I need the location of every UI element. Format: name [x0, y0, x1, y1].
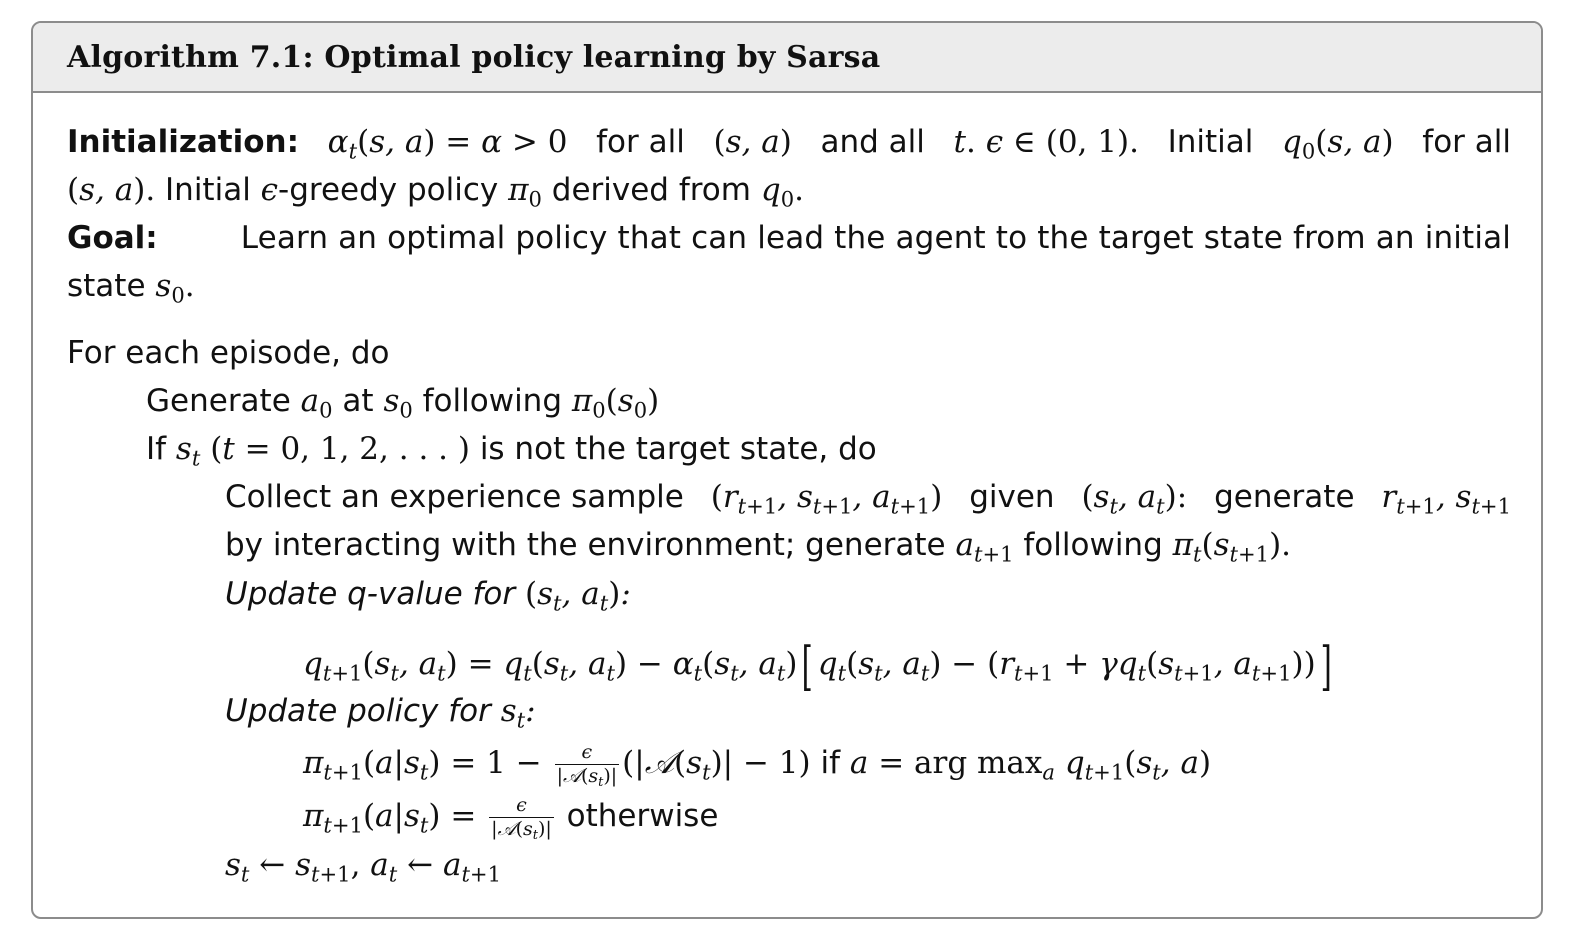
- if-tail-text: is not the target state, do: [479, 431, 877, 467]
- goal-text-2: state: [67, 268, 146, 304]
- goal-math-s0: $s_0$.: [155, 268, 195, 308]
- init-text-5: Initial: [165, 172, 251, 208]
- init-math-sa: (s, a): [713, 124, 792, 160]
- policy-equation-1: [303, 741, 1212, 790]
- init-text-7: derived from: [551, 172, 751, 208]
- q-update-equation: $q_{t+1}(s_t$, $a_t) = q_t(s_t$, $a_t) - \alpha_t(s_t$, $a_t$)[ $q_t(s_t$, $a_t) - (r_{t+1} + \gamma q_t(s_{t+1}$, $a_{t+1}$))]: [303, 637, 1332, 697]
- init-math-alpha: $\alpha_t(s$, a) = α > 0: [327, 124, 568, 164]
- algorithm-box: [31, 21, 1543, 919]
- algorithm-body: [33, 93, 1541, 919]
- following-text: following: [422, 383, 563, 419]
- init-math-t: t. ϵ ∈ (0, 1).: [953, 124, 1139, 160]
- math-pi0-s0: $\pi_0(s_0)$: [571, 383, 660, 423]
- fraction-eps-a-2: $\frac{\epsilon}{|𝒜(s_t)|}$: [491, 794, 552, 843]
- init-text-4: for all: [1422, 124, 1511, 160]
- at-text: at: [342, 383, 374, 419]
- math-st-at: ($s_t$, $a_t$):: [1081, 479, 1188, 519]
- update-q-line: [225, 576, 631, 616]
- episode-text: For each episode, do: [67, 335, 390, 371]
- episode-line: [67, 335, 390, 371]
- collect-line: [225, 479, 1511, 519]
- interact-line: [225, 527, 1292, 567]
- policy-eq2-math: $\pi_{t+1}(a|s_t)$ = $\frac{\epsilon}{|𝒜(s_t)|}$: [303, 794, 552, 843]
- policy-eq1-math: $\pi_{t+1}(a|s_t) = 1$ − $\frac{\epsilon}{|𝒜(s_t)|}$ $(|𝒜(s_t)| - 1)$: [303, 741, 811, 790]
- init-line-2: [67, 172, 804, 212]
- math-s0: $s_0$: [383, 383, 413, 423]
- init-math-q0b: $q_0$.: [760, 172, 804, 212]
- interact-text: by interacting with the environment; generate: [225, 527, 946, 563]
- goal-line-2: [67, 268, 195, 308]
- math-at1: $a_{t+1}$: [955, 527, 1014, 567]
- math-st-at-2: ($s_t$, $a_t$):: [525, 576, 631, 616]
- following2-text: following: [1023, 527, 1163, 563]
- init-math-eps: ϵ: [250, 172, 279, 208]
- if-word: if: [820, 745, 840, 781]
- algorithm-title: Algorithm 7.1: Optimal policy learning by Sarsa: [67, 39, 881, 75]
- math-r-s: $r_{t+1}$, $s_{t+1}$: [1381, 479, 1511, 519]
- init-text-6: -greedy policy: [278, 172, 499, 208]
- assignment-line: $s_t$ ← $s_{t+1}$, $a_t$ ← $a_{t+1}$: [225, 847, 501, 887]
- init-text-2: and all: [820, 124, 925, 160]
- init-text-3: Initial: [1167, 124, 1254, 160]
- math-a0: $a_0$: [300, 383, 333, 423]
- init-math-q0: $q_0(s$, a): [1282, 124, 1394, 164]
- init-math-sa2: (s, a).: [67, 172, 156, 208]
- math-st: $s_t$: [175, 431, 201, 471]
- policy-equation-2: [303, 794, 719, 843]
- goal-line-1: [67, 220, 1511, 256]
- init-label: Initialization:: [67, 124, 300, 160]
- policy-eq1-cond: a = arg $\max_a q_{t+1}(s_t$, a): [849, 745, 1212, 785]
- generate2-text: generate: [1214, 479, 1355, 515]
- update-pi-line: [225, 693, 536, 733]
- update-pi-text: Update policy for: [225, 693, 491, 729]
- math-sample: ($r_{t+1}$, $s_{t+1}$, $a_{t+1}$): [710, 479, 943, 519]
- generate-line: [146, 383, 660, 423]
- if-text: If: [146, 431, 167, 467]
- goal-text: Learn an optimal policy that can lead the agent to the target state from an initial: [240, 220, 1511, 256]
- math-t-range: (t = 0, 1, 2, . . . ): [210, 431, 470, 467]
- fraction-eps-a: $\frac{\epsilon}{|𝒜(s_t)|}$: [556, 741, 618, 790]
- math-st-3: $s_t$:: [500, 693, 536, 733]
- update-q-text: Update q-value for: [225, 576, 516, 612]
- given-text: given: [969, 479, 1055, 515]
- otherwise-text: otherwise: [566, 798, 719, 834]
- if-line: [146, 431, 877, 471]
- goal-label: Goal:: [67, 220, 158, 256]
- generate-text: Generate: [146, 383, 291, 419]
- algorithm-header: [33, 23, 1541, 93]
- init-text-1: for all: [596, 124, 685, 160]
- collect-text: Collect an experience sample: [225, 479, 684, 515]
- init-line-1: [67, 124, 1511, 164]
- init-math-pi0: $\pi_0$: [508, 172, 542, 212]
- math-pit: $\pi_t(s_{t+1})$.: [1172, 527, 1292, 567]
